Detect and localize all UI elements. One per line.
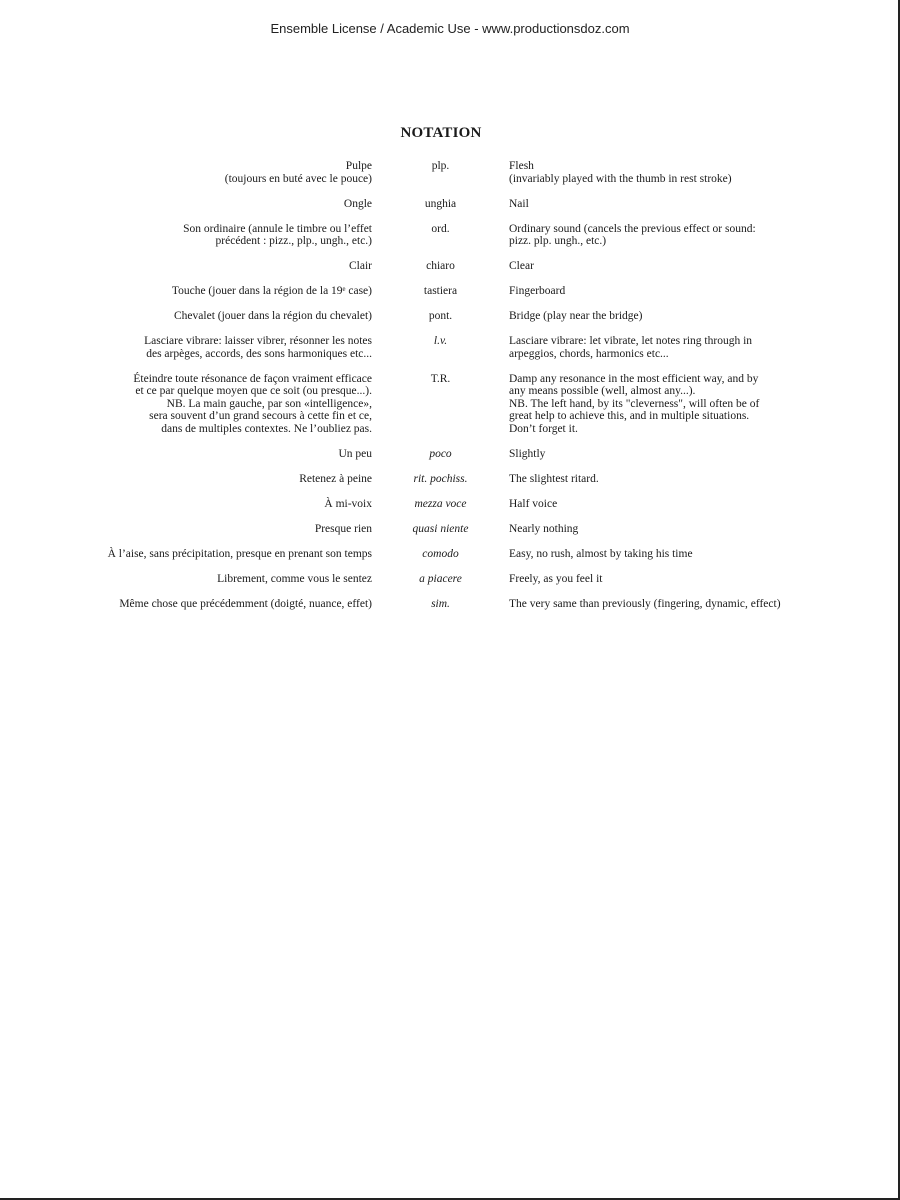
notation-abbreviation: a piacere — [419, 572, 462, 585]
notation-row — [0, 198, 900, 211]
notation-row — [0, 160, 900, 185]
notation-row — [0, 310, 900, 323]
notation-row — [0, 285, 900, 298]
notation-row — [0, 448, 900, 461]
french-description: Librement, comme vous le sentez — [217, 572, 372, 585]
notation-row — [0, 548, 900, 561]
english-description: Freely, as you feel it — [509, 572, 603, 585]
french-description: Retenez à peine — [299, 472, 372, 485]
notation-abbreviation: tastiera — [423, 285, 458, 297]
notation-abbreviation: pont. — [428, 310, 453, 322]
english-description: Flesh (invariably played with the thumb in rest stroke) — [509, 160, 732, 185]
english-description: The slightest ritard. — [509, 472, 599, 485]
notation-abbreviation: quasi niente — [412, 522, 469, 535]
notation-abbreviation: mezza voce — [414, 497, 467, 510]
notation-abbreviation: comodo — [422, 547, 459, 560]
notation-table — [0, 160, 900, 623]
english-description: Lasciare vibrare: let vibrate, let notes ring through in arpeggios, chords, harmonics etc... — [509, 335, 753, 360]
notation-abbreviation: T.R. — [430, 372, 451, 385]
notation-abbreviation: ord. — [431, 222, 450, 235]
french-description: Son ordinaire (annule le timbre ou l’effet précédent : pizz., plp., ungh., etc.) — [183, 222, 372, 247]
notation-abbreviation: sim. — [431, 597, 450, 610]
notation-abbreviation: l.v. — [433, 335, 448, 347]
french-description: Un peu — [338, 447, 372, 460]
notation-abbreviation: rit. pochiss. — [413, 472, 468, 485]
english-description: Half voice — [509, 497, 558, 510]
french-description: Clair — [349, 260, 372, 272]
notation-row — [0, 523, 900, 536]
notation-row — [0, 598, 900, 611]
french-description: Lasciare vibrare: laisser vibrer, résonner les notes des arpèges, accords, des sons harmoniques etc... — [144, 335, 372, 360]
notation-row — [0, 473, 900, 486]
english-description: Easy, no rush, almost by taking his time — [509, 547, 693, 560]
notation-abbreviation: poco — [429, 447, 452, 460]
notation-row — [0, 373, 900, 436]
license-header: Ensemble License / Academic Use - www.productionsdoz.com — [270, 21, 630, 36]
french-description: Presque rien — [314, 522, 372, 535]
english-description: Nail — [509, 197, 529, 210]
english-description: Nearly nothing — [509, 522, 579, 535]
english-description: Clear — [509, 260, 534, 272]
french-description: Pulpe (toujours en buté avec le pouce) — [224, 160, 372, 185]
french-description: À mi-voix — [324, 497, 372, 510]
page-title: NOTATION — [400, 125, 482, 141]
french-description: Éteindre toute résonance de façon vraiment efficace et ce par quelque moyen que ce soit (ou presque...). NB. La main gauche, par son «intelligence», sera souvent d’un grand secours à cette fin et ce, dans de multiples contextes. Ne l’oubliez pas. — [133, 372, 372, 435]
notation-abbreviation: plp. — [431, 160, 450, 172]
french-description: Ongle — [343, 197, 372, 210]
english-description: Damp any resonance in the most efficient way, and by any means possible (well, almost any...). NB. The left hand, by its "cleverness", will often be of great help to achieve this, and in multiple situations. Don’t forget it. — [509, 372, 760, 435]
english-description: The very same than previously (fingering, dynamic, effect) — [509, 597, 781, 610]
french-description: Même chose que précédemment (doigté, nuance, effet) — [119, 597, 372, 610]
notation-abbreviation: chiaro — [426, 260, 455, 272]
english-description: Bridge (play near the bridge) — [509, 310, 643, 322]
english-description: Slightly — [509, 447, 546, 460]
notation-row — [0, 573, 900, 586]
notation-row — [0, 335, 900, 360]
notation-row — [0, 498, 900, 511]
french-description: Touche (jouer dans la région de la 19ᵉ case) — [171, 285, 372, 297]
english-description: Ordinary sound (cancels the previous effect or sound: pizz. plp. ungh., etc.) — [509, 222, 756, 247]
notation-abbreviation: unghia — [424, 197, 457, 210]
french-description: Chevalet (jouer dans la région du chevalet) — [174, 310, 372, 322]
french-description: À l’aise, sans précipitation, presque en prenant son temps — [107, 547, 372, 560]
english-description: Fingerboard — [509, 285, 566, 297]
notation-row — [0, 223, 900, 248]
notation-row — [0, 260, 900, 273]
